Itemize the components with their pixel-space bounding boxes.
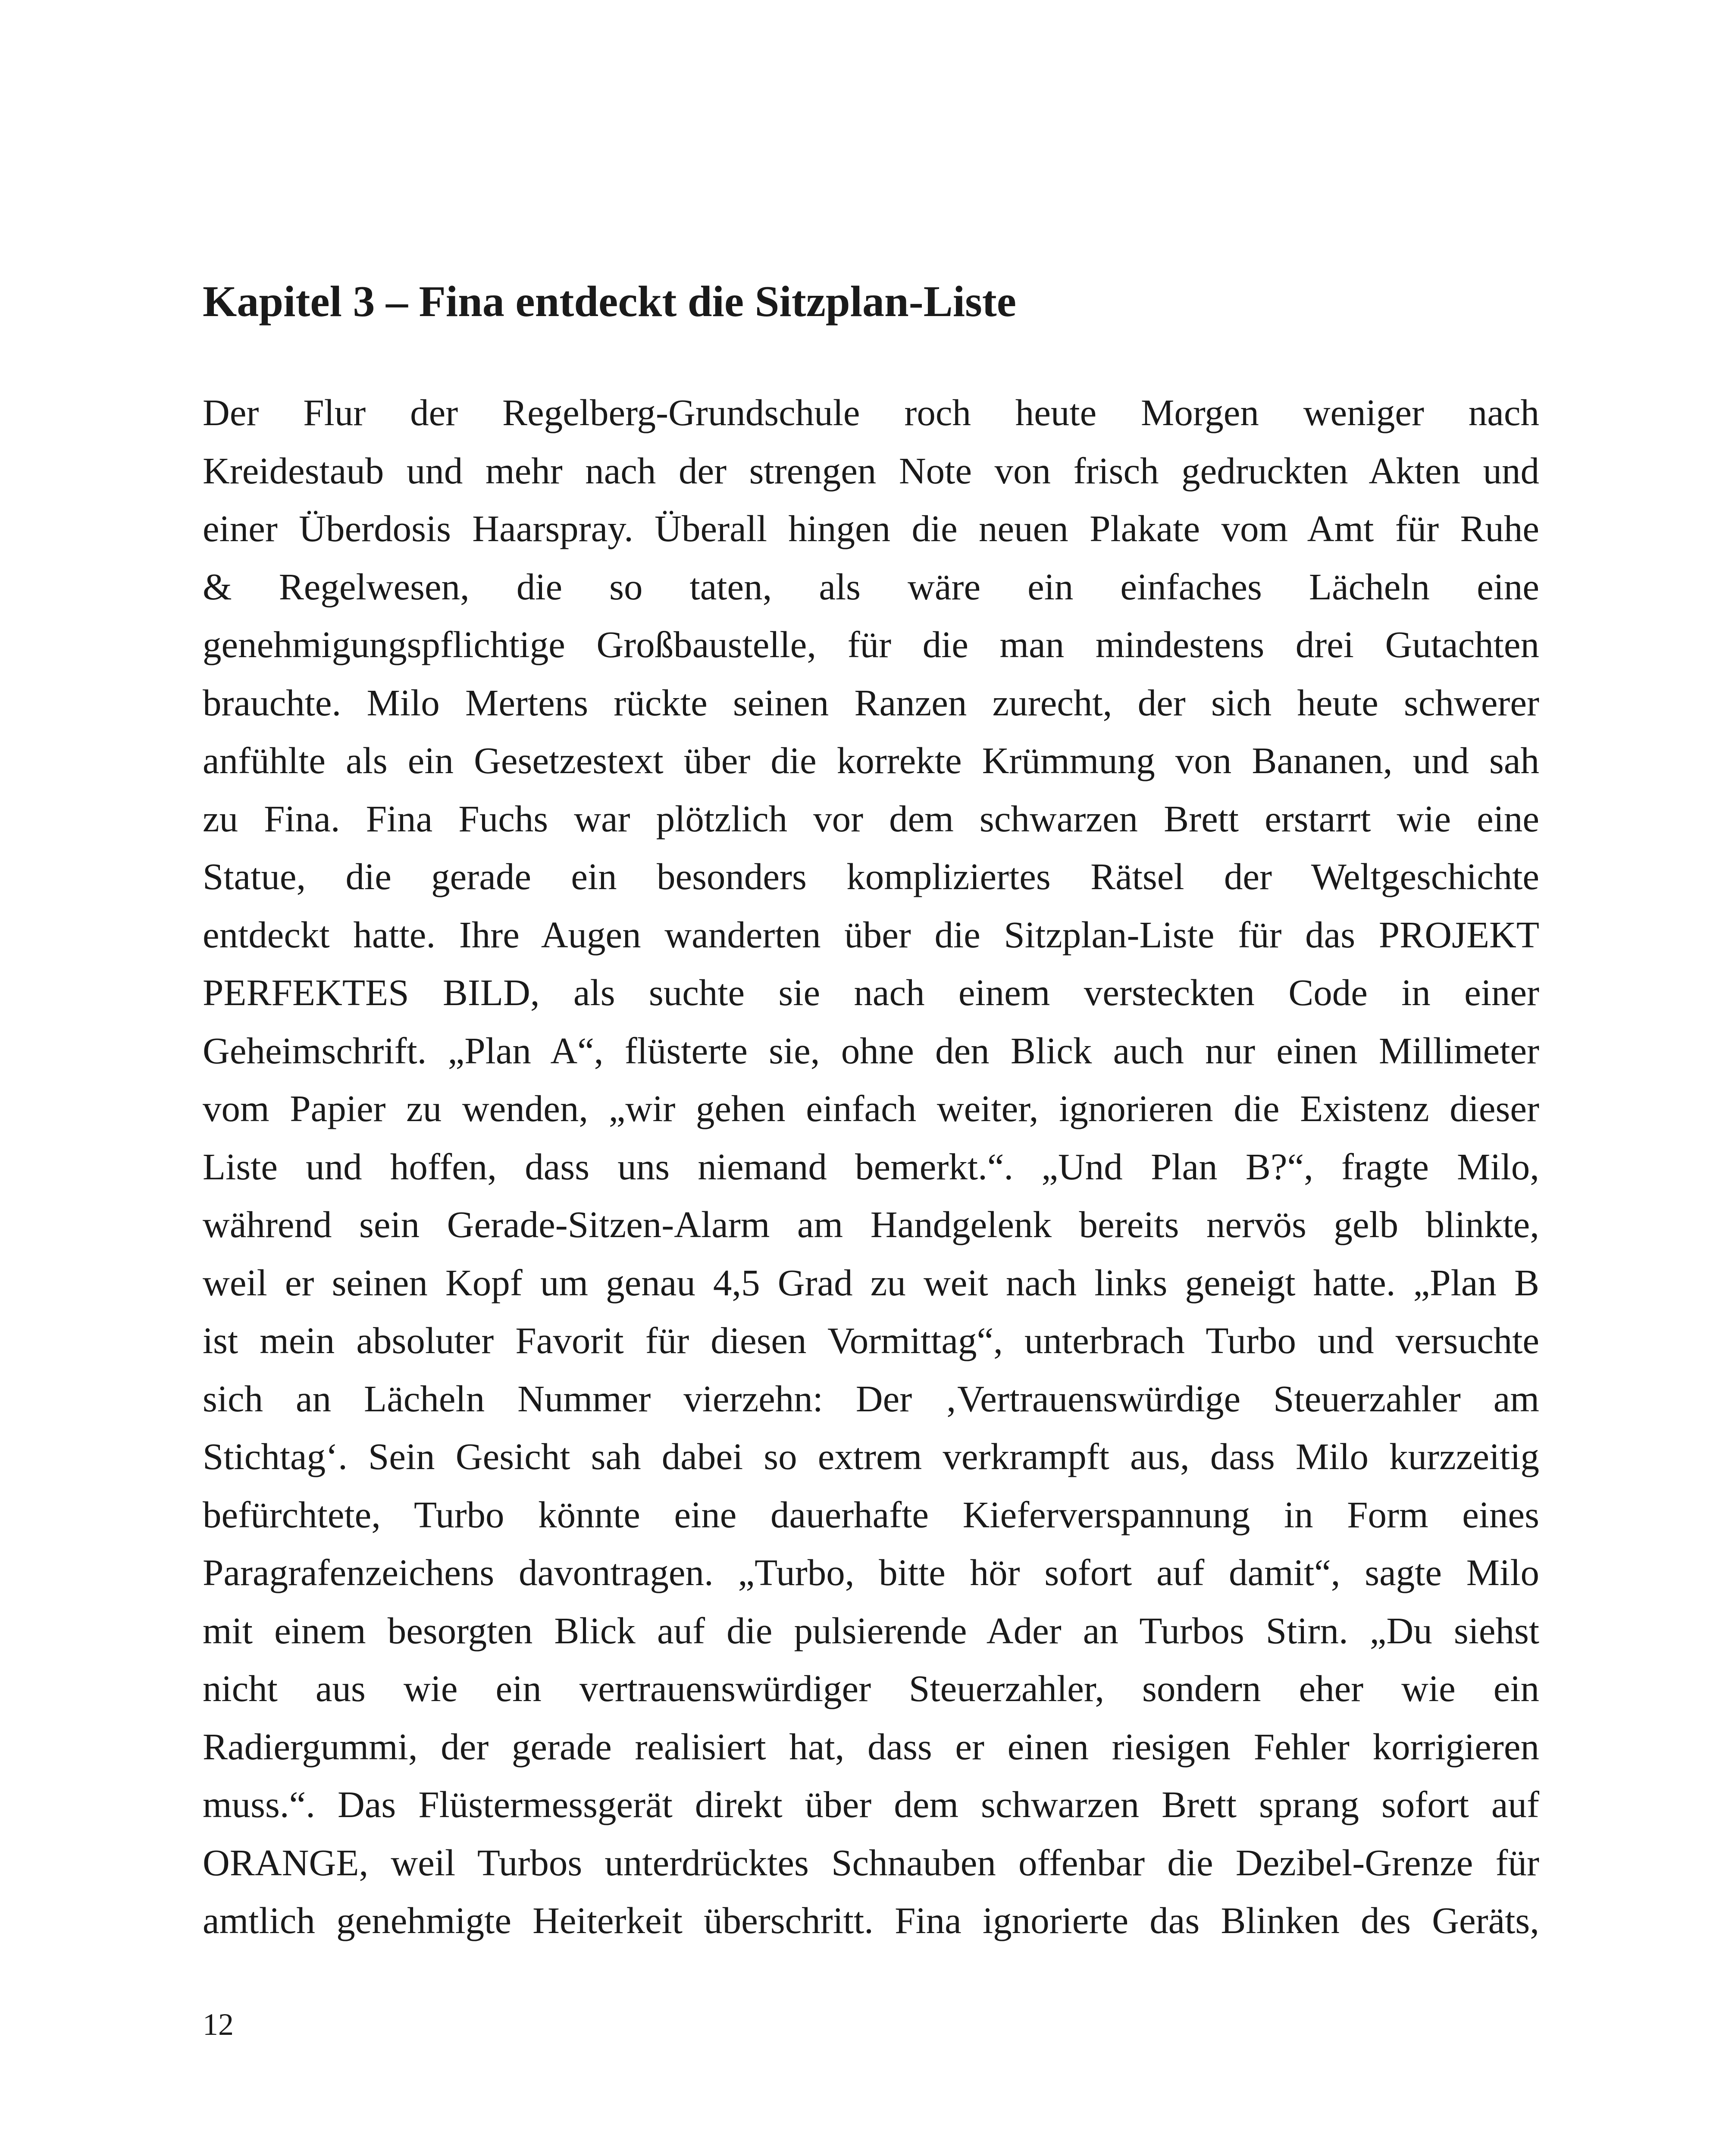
text-line: anfühlte als ein Gesetzestext über die korrekte Krümmung von Bananen, und sah bbox=[203, 740, 1539, 781]
text-line: brauchte. Milo Mertens rückte seinen Ranzen zurecht, der sich heute schwerer bbox=[203, 681, 1539, 724]
text-line: einer Überdosis Haarspray. Überall hingen die neuen Plakate vom Amt für Ruhe bbox=[203, 508, 1539, 549]
text-line: ist mein absoluter Favorit für diesen Vormittag“, unterbrach Turbo und versuchte bbox=[203, 1319, 1539, 1361]
text-line: mit einem besorgten Blick auf die pulsierende Ader an Turbos Stirn. „Du siehst bbox=[203, 1609, 1539, 1651]
text-line: Der Flur der Regelberg-Grundschule roch heute Morgen weniger nach bbox=[203, 392, 1539, 433]
text-line: PERFEKTES BILD, als suchte sie nach einem versteckten Code in einer bbox=[203, 971, 1539, 1013]
text-line: muss.“. Das Flüstermessgerät direkt über dem schwarzen Brett sprang sofort auf bbox=[203, 1783, 1539, 1825]
text-line: Geheimschrift. „Plan A“, flüsterte sie, ohne den Blick auch nur einen Millimeter bbox=[203, 1029, 1539, 1072]
text-line: Kreidestaub und mehr nach der strengen Note von frisch gedruckten Akten und bbox=[203, 449, 1539, 492]
text-line: Liste und hoffen, dass uns niemand bemerkt.“. „Und Plan B?“, fragte Milo, bbox=[203, 1145, 1539, 1188]
body-text bbox=[203, 384, 1539, 1950]
text-line: Statue, die gerade ein besonders kompliziertes Rätsel der Weltgeschichte bbox=[203, 856, 1539, 897]
text-line: genehmigungspflichtige Großbaustelle, für die man mindestens drei Gutachten bbox=[203, 624, 1539, 665]
text-line: nicht aus wie ein vertrauenswürdiger Steuerzahler, sondern eher wie ein bbox=[203, 1667, 1539, 1709]
chapter-title: Kapitel 3 – Fina entdeckt die Sitzplan-Liste bbox=[203, 277, 1016, 326]
text-line: entdeckt hatte. Ihre Augen wanderten über die Sitzplan-Liste für das PROJEKT bbox=[203, 913, 1539, 956]
text-line: Radiergummi, der gerade realisiert hat, dass er einen riesigen Fehler korrigieren bbox=[203, 1725, 1539, 1767]
text-line: während sein Gerade-Sitzen-Alarm am Handgelenk bereits nervös gelb blinkte, bbox=[203, 1203, 1539, 1245]
text-line: weil er seinen Kopf um genau 4,5 Grad zu weit nach links geneigt hatte. „Plan B bbox=[203, 1261, 1539, 1304]
text-line: sich an Lächeln Nummer vierzehn: Der ‚Vertrauenswürdige Steuerzahler am bbox=[203, 1377, 1539, 1420]
text-line: zu Fina. Fina Fuchs war plötzlich vor dem schwarzen Brett erstarrt wie eine bbox=[203, 797, 1539, 840]
text-line: befürchtete, Turbo könnte eine dauerhafte Kieferverspannung in Form eines bbox=[203, 1493, 1539, 1536]
text-line: & Regelwesen, die so taten, als wäre ein einfaches Lächeln eine bbox=[203, 565, 1539, 608]
page-number: 12 bbox=[203, 2007, 234, 2042]
text-line: Stichtag‘. Sein Gesicht sah dabei so extrem verkrampft aus, dass Milo kurzzeitig bbox=[203, 1435, 1539, 1477]
text-line: ORANGE, weil Turbos unterdrücktes Schnauben offenbar die Dezibel-Grenze für bbox=[203, 1841, 1539, 1883]
text-line: Paragrafenzeichens davontragen. „Turbo, bitte hör sofort auf damit“, sagte Milo bbox=[203, 1551, 1539, 1593]
text-line: amtlich genehmigte Heiterkeit überschritt. Fina ignorierte das Blinken des Geräts, bbox=[203, 1899, 1539, 1941]
text-line: vom Papier zu wenden, „wir gehen einfach weiter, ignorieren die Existenz dieser bbox=[203, 1087, 1539, 1129]
